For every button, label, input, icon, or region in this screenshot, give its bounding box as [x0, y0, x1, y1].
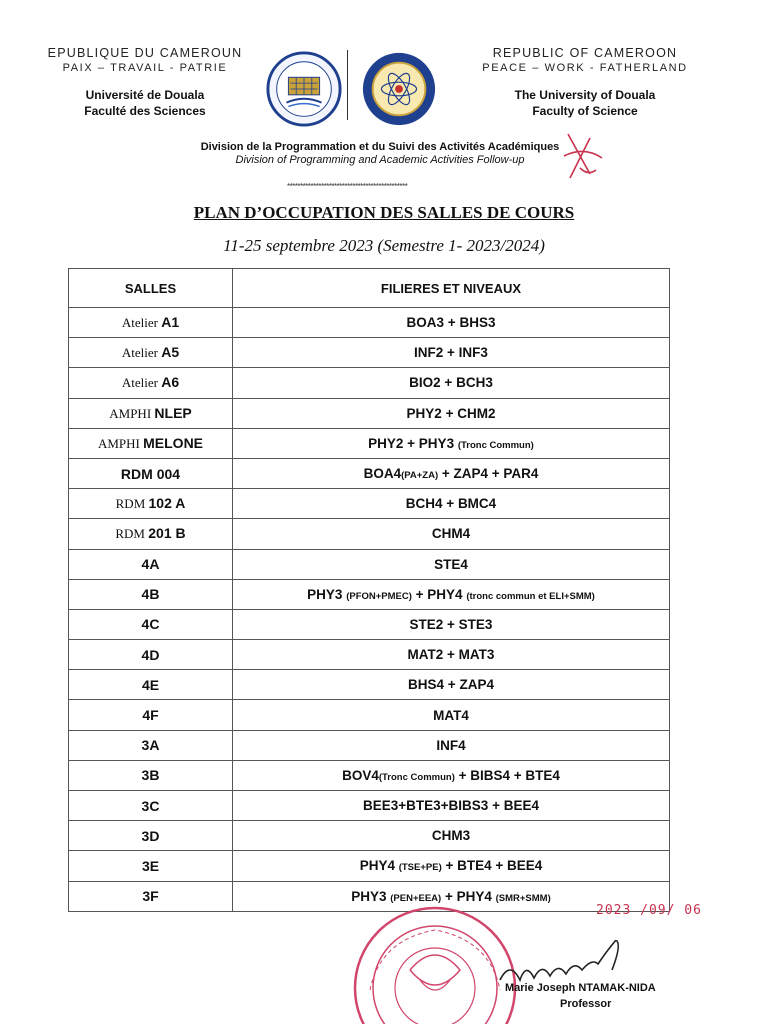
prog-text: PHY3	[307, 586, 347, 602]
prog-text: BOA4	[363, 466, 402, 482]
signatory-role: Professor	[560, 998, 612, 1010]
room-cell	[69, 881, 233, 911]
prog-text: CHM4	[431, 526, 471, 542]
prog-small-text: (Tronc Commun)	[378, 771, 455, 783]
table-row	[69, 700, 670, 730]
table-row	[69, 670, 670, 700]
programs-cell	[233, 730, 670, 760]
programs-cell	[233, 609, 670, 639]
university-fr: Université de Douala	[85, 88, 205, 102]
table-row	[69, 398, 670, 428]
room-cell	[69, 428, 233, 458]
prog-text: CHM3	[431, 828, 471, 844]
motto-en: PEACE – WORK - FATHERLAND	[482, 62, 688, 74]
prog-text: PHY2 + CHM2	[406, 405, 496, 421]
signatory-name: Marie Joseph NTAMAK-NIDA	[505, 982, 656, 994]
prog-text: MAT4	[433, 707, 469, 723]
room-number: 4F	[142, 707, 159, 724]
programs-cell	[233, 700, 670, 730]
table-row	[69, 428, 670, 458]
prog-text: PHY4	[359, 858, 399, 874]
programs-cell	[233, 519, 670, 549]
room-number: A6	[161, 374, 180, 391]
room-number: 4D	[141, 646, 160, 663]
prog-small-text: (TSE+PE)	[398, 862, 442, 874]
division-en: Division of Programming and Academic Activities Follow-up	[235, 154, 525, 166]
prog-text: BOA3 + BHS3	[406, 315, 496, 331]
table-row	[69, 640, 670, 670]
header-salles: SALLES	[69, 269, 233, 308]
room-cell	[69, 700, 233, 730]
prog-text: STE2 + STE3	[409, 616, 493, 632]
programs-cell	[233, 458, 670, 488]
table-row	[69, 308, 670, 338]
rooms-table	[68, 268, 670, 912]
room-cell	[69, 519, 233, 549]
table-row	[69, 579, 670, 609]
room-cell	[69, 760, 233, 790]
room-number: 3E	[141, 857, 160, 874]
table-row	[69, 519, 670, 549]
room-number: 4C	[141, 616, 160, 633]
prog-small2-text: (SMR+SMM)	[495, 892, 551, 904]
room-number: 3B	[141, 767, 160, 784]
university-en: The University of Douala	[514, 88, 656, 102]
prog-text: BCH4 + BMC4	[405, 496, 497, 512]
university-seal-icon	[265, 50, 343, 128]
page-subtitle: 11-25 septembre 2023 (Semestre 1- 2023/2024)	[223, 236, 545, 255]
room-number: 3C	[141, 797, 160, 814]
prog-text: BHS4 + ZAP4	[408, 677, 494, 693]
room-number: 3F	[142, 888, 159, 905]
room-cell	[69, 821, 233, 851]
prog-text: PHY3	[351, 888, 391, 904]
faculty-seal-icon	[360, 50, 438, 128]
table-row	[69, 760, 670, 790]
handwritten-initials-icon	[560, 128, 610, 186]
table-row	[69, 458, 670, 488]
faculty-fr: Faculté des Sciences	[84, 104, 206, 118]
prog-small2-text: (tronc commun et ELI+SMM)	[466, 590, 595, 602]
room-prefix: RDM	[115, 526, 149, 542]
programs-cell	[233, 640, 670, 670]
room-cell	[69, 730, 233, 760]
table-row	[69, 549, 670, 579]
room-cell	[69, 851, 233, 881]
date-stamp: 2023 /09/ 06	[596, 903, 702, 918]
room-prefix: AMPHI	[109, 405, 155, 421]
header-left	[30, 46, 260, 118]
table-row	[69, 338, 670, 368]
table-row	[69, 851, 670, 881]
programs-cell	[233, 579, 670, 609]
table-row	[69, 730, 670, 760]
prog-text: STE4	[434, 556, 468, 572]
prog-tail-text: + ZAP4 + PAR4	[438, 466, 539, 482]
prog-small-text: (PEN+EEA)	[390, 892, 442, 904]
prog-small-text: (PA+ZA)	[401, 470, 439, 482]
room-prefix: Atelier	[121, 315, 162, 331]
room-cell	[69, 398, 233, 428]
room-number: MELONE	[143, 434, 204, 451]
room-number: 4B	[141, 586, 160, 603]
prog-small-text: (Tronc Commun)	[457, 439, 534, 451]
page-title: PLAN D’OCCUPATION DES SALLES DE COURS	[193, 203, 575, 222]
header-divider	[347, 50, 348, 120]
room-cell	[69, 670, 233, 700]
country-fr: EPUBLIQUE DU CAMEROUN	[47, 46, 243, 60]
programs-cell	[233, 821, 670, 851]
room-number: 102 A	[148, 495, 186, 512]
room-number: 3D	[141, 827, 160, 844]
country-en: REPUBLIC OF CAMEROON	[492, 46, 678, 60]
table-row	[69, 489, 670, 519]
division-fr: Division de la Programmation et du Suivi des Activités Académiques	[200, 141, 560, 153]
motto-fr: PAIX – TRAVAIL - PATRIE	[62, 62, 228, 74]
prog-tail-text: + PHY4	[411, 586, 467, 602]
room-number: 4A	[141, 556, 160, 573]
table-header-row	[69, 269, 670, 308]
room-number: NLEP	[154, 404, 192, 421]
programs-cell	[233, 368, 670, 398]
programs-cell	[233, 338, 670, 368]
room-number: A1	[161, 314, 180, 331]
prog-text: BOV4	[342, 767, 379, 783]
programs-cell	[233, 791, 670, 821]
programs-cell	[233, 398, 670, 428]
room-cell	[69, 489, 233, 519]
programs-cell	[233, 670, 670, 700]
room-cell	[69, 308, 233, 338]
table-row	[69, 791, 670, 821]
header-right	[470, 46, 700, 118]
room-cell	[69, 458, 233, 488]
prog-text: BEE3+BTE3+BIBS3 + BEE4	[363, 798, 539, 814]
room-prefix: RDM	[115, 496, 149, 512]
header-filieres: FILIERES ET NIVEAUX	[233, 269, 670, 308]
prog-text: BIO2 + BCH3	[409, 375, 493, 391]
prog-tail-text: + BIBS4 + BTE4	[454, 767, 560, 783]
room-cell	[69, 640, 233, 670]
prog-tail-text: + BTE4 + BEE4	[441, 858, 543, 874]
room-prefix: Atelier	[121, 375, 162, 391]
table-row	[69, 368, 670, 398]
room-prefix: AMPHI	[97, 435, 144, 451]
programs-cell	[233, 489, 670, 519]
room-cell	[69, 791, 233, 821]
programs-cell	[233, 308, 670, 338]
room-number: RDM 004	[120, 465, 181, 482]
prog-text: INF2 + INF3	[414, 345, 488, 361]
programs-cell	[233, 760, 670, 790]
table-row	[69, 821, 670, 851]
room-number: 3A	[141, 737, 160, 754]
separator-stars: **********************************************	[287, 182, 408, 191]
room-cell	[69, 609, 233, 639]
programs-cell	[233, 428, 670, 458]
programs-cell	[233, 851, 670, 881]
prog-tail-text: + PHY4	[441, 888, 496, 904]
prog-text: MAT2 + MAT3	[407, 647, 495, 663]
programs-cell	[233, 549, 670, 579]
prog-small-text: (PFON+PMEC)	[346, 590, 412, 602]
prog-text: PHY2 + PHY3	[368, 435, 458, 451]
room-cell	[69, 368, 233, 398]
faculty-en: Faculty of Science	[532, 104, 638, 118]
room-number: A5	[161, 344, 180, 361]
room-number: 4E	[141, 676, 160, 693]
room-number: 201 B	[148, 525, 186, 542]
room-cell	[69, 549, 233, 579]
room-cell	[69, 338, 233, 368]
room-cell	[69, 579, 233, 609]
prog-text: INF4	[436, 737, 466, 753]
room-prefix: Atelier	[121, 345, 162, 361]
table-row	[69, 609, 670, 639]
